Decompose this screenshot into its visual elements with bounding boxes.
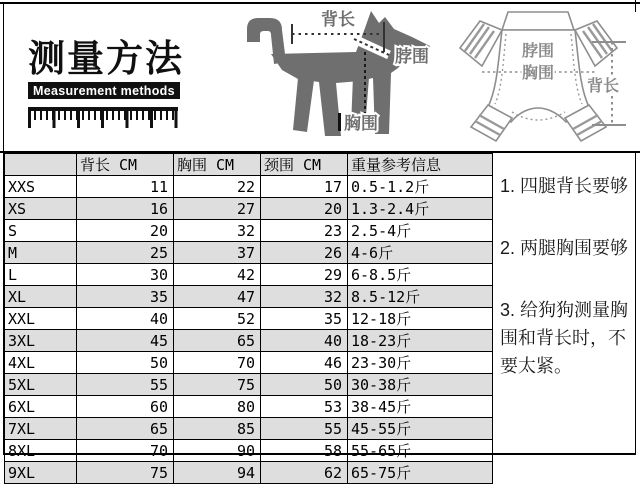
garment-back-label: 背长 xyxy=(586,78,620,95)
weight-cell: 23-30斤 xyxy=(348,352,493,374)
neck-cell: 17 xyxy=(261,176,348,198)
frame-top-line xyxy=(0,2,640,4)
table-row xyxy=(5,330,493,352)
dog-back-label: 背长 xyxy=(321,10,355,29)
size-cell: 8XL xyxy=(5,440,77,462)
table-header-row xyxy=(5,154,493,176)
size-cell: 5XL xyxy=(5,374,77,396)
weight-cell: 12-18斤 xyxy=(348,308,493,330)
chest-cell: 22 xyxy=(174,176,261,198)
neck-cell: 62 xyxy=(261,462,348,484)
dog-chest-label: 胸围 xyxy=(344,114,378,133)
size-cell: XXL xyxy=(5,308,77,330)
chest-cell: 94 xyxy=(174,462,261,484)
size-cell: 6XL xyxy=(5,396,77,418)
chest-cell: 90 xyxy=(174,440,261,462)
back-length-cell: 75 xyxy=(77,462,174,484)
size-cell: M xyxy=(5,242,77,264)
size-cell: XL xyxy=(5,286,77,308)
size-table-body xyxy=(5,176,493,484)
back-length-header-cell: 背长 CM xyxy=(77,154,174,176)
back-length-cell: 50 xyxy=(77,352,174,374)
neck-cell: 26 xyxy=(261,242,348,264)
table-row xyxy=(5,286,493,308)
back-length-cell: 30 xyxy=(77,264,174,286)
size-table-container xyxy=(4,153,493,484)
size-header-cell xyxy=(5,154,77,176)
ruler-long-ticks xyxy=(28,111,178,128)
chest-cell: 80 xyxy=(174,396,261,418)
garment-chest-label: 胸围 xyxy=(521,65,555,82)
table-row xyxy=(5,198,493,220)
size-cell: 7XL xyxy=(5,418,77,440)
size-cell: XXS xyxy=(5,176,77,198)
size-table xyxy=(4,153,493,484)
table-row xyxy=(5,396,493,418)
weight-header-cell: 重量参考信息 xyxy=(348,154,493,176)
size-cell: S xyxy=(5,220,77,242)
table-row xyxy=(5,308,493,330)
size-cell: 3XL xyxy=(5,330,77,352)
weight-cell: 2.5-4斤 xyxy=(348,220,493,242)
table-row xyxy=(5,418,493,440)
table-row xyxy=(5,440,493,462)
neck-cell: 20 xyxy=(261,198,348,220)
neck-cell: 29 xyxy=(261,264,348,286)
size-cell: 4XL xyxy=(5,352,77,374)
chest-cell: 37 xyxy=(174,242,261,264)
size-cell: XS xyxy=(5,198,77,220)
back-length-cell: 40 xyxy=(77,308,174,330)
weight-cell: 0.5-1.2斤 xyxy=(348,176,493,198)
back-length-cell: 35 xyxy=(77,286,174,308)
dog-far-hind-leg xyxy=(293,78,314,132)
neck-cell: 23 xyxy=(261,220,348,242)
table-row xyxy=(5,264,493,286)
chest-cell: 27 xyxy=(174,198,261,220)
table-row xyxy=(5,242,493,264)
notes xyxy=(500,172,638,414)
neck-cell: 46 xyxy=(261,352,348,374)
garment-neck-label: 脖围 xyxy=(521,43,555,60)
frame-top-right-stub xyxy=(635,0,636,12)
weight-cell: 1.3-2.4斤 xyxy=(348,198,493,220)
weight-cell: 30-38斤 xyxy=(348,374,493,396)
chest-cell: 65 xyxy=(174,330,261,352)
table-row xyxy=(5,462,493,484)
table-row xyxy=(5,374,493,396)
note-1: 1. 四腿背长要够 xyxy=(500,176,629,196)
back-length-cell: 25 xyxy=(77,242,174,264)
title-block xyxy=(28,40,188,131)
neck-cell: 32 xyxy=(261,286,348,308)
back-length-cell: 11 xyxy=(77,176,174,198)
note-2: 2. 两腿胸围要够 xyxy=(500,238,629,258)
back-length-cell: 65 xyxy=(77,418,174,440)
page-subtitle: Measurement methods xyxy=(28,82,180,99)
table-row xyxy=(5,220,493,242)
neck-cell: 40 xyxy=(261,330,348,352)
chest-cell: 47 xyxy=(174,286,261,308)
weight-cell: 55-65斤 xyxy=(348,440,493,462)
dog-neck-label: 脖围 xyxy=(395,47,429,66)
weight-cell: 65-75斤 xyxy=(348,462,493,484)
table-row xyxy=(5,352,493,374)
weight-cell: 8.5-12斤 xyxy=(348,286,493,308)
garment-collar xyxy=(502,12,574,30)
chest-cell: 70 xyxy=(174,352,261,374)
note-3: 3. 给狗狗测量胸围和背长时，不要太紧。 xyxy=(500,300,629,376)
neck-cell: 58 xyxy=(261,440,348,462)
weight-cell: 6-8.5斤 xyxy=(348,264,493,286)
chest-cell: 42 xyxy=(174,264,261,286)
weight-cell: 18-23斤 xyxy=(348,330,493,352)
chest-header-cell: 胸围 CM xyxy=(174,154,261,176)
chest-cell: 32 xyxy=(174,220,261,242)
page-title: 测量方法 xyxy=(28,38,184,79)
back-length-cell: 20 xyxy=(77,220,174,242)
neck-cell: 53 xyxy=(261,396,348,418)
garment-measurement-diagram xyxy=(446,8,631,144)
chest-cell: 75 xyxy=(174,374,261,396)
dog-measurement-diagram xyxy=(238,6,443,146)
back-length-cell: 45 xyxy=(77,330,174,352)
chest-cell: 85 xyxy=(174,418,261,440)
back-length-cell: 60 xyxy=(77,396,174,418)
neck-cell: 55 xyxy=(261,418,348,440)
back-length-cell: 16 xyxy=(77,198,174,220)
neck-cell: 50 xyxy=(261,374,348,396)
back-length-cell: 70 xyxy=(77,440,174,462)
weight-cell: 45-55斤 xyxy=(348,418,493,440)
neck-header-cell: 颈围 CM xyxy=(261,154,348,176)
size-cell: 9XL xyxy=(5,462,77,484)
weight-cell: 4-6斤 xyxy=(348,242,493,264)
ruler-icon xyxy=(28,107,178,131)
table-row xyxy=(5,176,493,198)
dog-chest-tick xyxy=(338,113,341,131)
size-cell: L xyxy=(5,264,77,286)
weight-cell: 38-45斤 xyxy=(348,396,493,418)
back-length-cell: 55 xyxy=(77,374,174,396)
chest-cell: 52 xyxy=(174,308,261,330)
neck-cell: 35 xyxy=(261,308,348,330)
